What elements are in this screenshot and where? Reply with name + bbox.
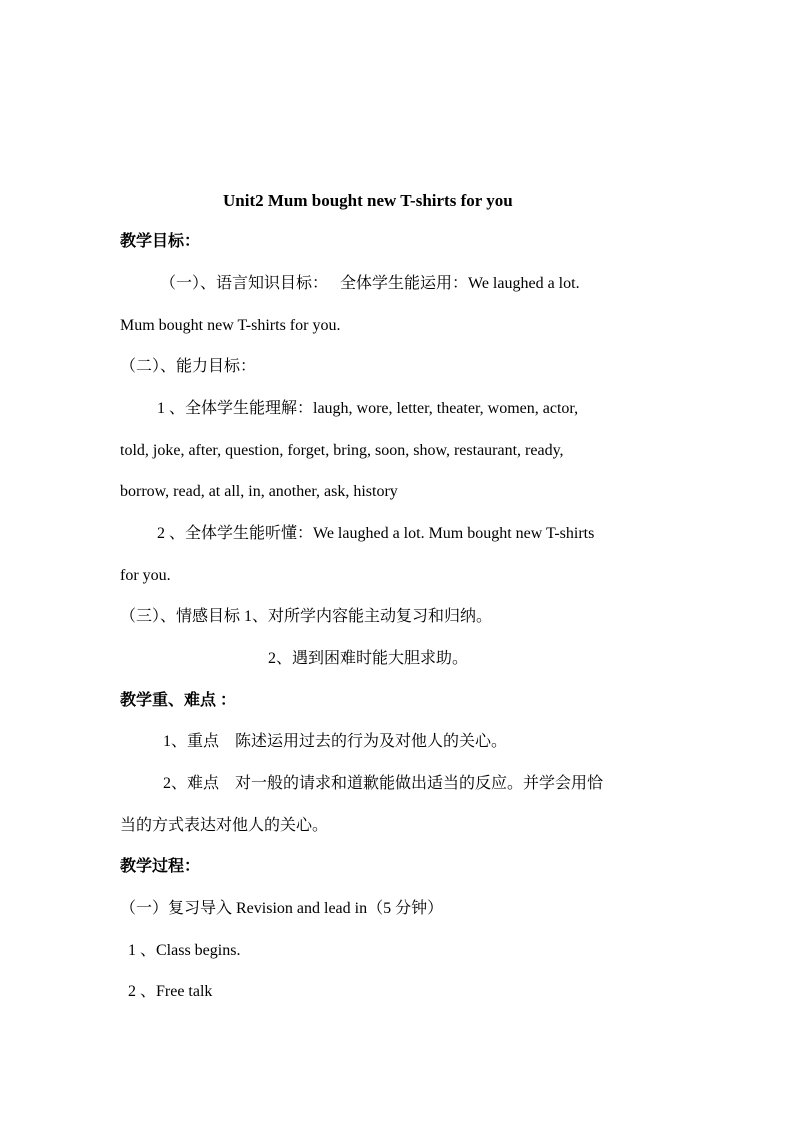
key-point-1: 1、重点 陈述运用过去的行为及对他人的关心。 (163, 733, 508, 750)
process-item-1: 1 、Class begins. (128, 942, 241, 959)
objective-1-line-2: Mum bought new T-shirts for you. (120, 317, 341, 334)
objectives-heading: 教学目标： (120, 233, 201, 250)
key-points-heading: 教学重、难点 ： (120, 692, 237, 709)
process-heading: 教学过程： (120, 858, 201, 875)
objective-2-item-1-line-2: told, joke, after, question, forget, bring, soon, show, restaurant, ready, (120, 442, 564, 459)
objective-2-item-1-line-1: 1 、全体学生能理解：laugh, wore, letter, theater, women, actor, (157, 400, 579, 417)
objective-1-line-1: （一）、语言知识目标： 全体学生能运用：We laughed a lot. (160, 275, 580, 292)
objective-2-heading: （二）、能力目标： (120, 358, 257, 375)
objective-3-line-1: （三）、情感目标 1、对所学内容能主动复习和归纳。 (120, 608, 493, 625)
objective-3-line-2: 2、遇到困难时能大胆求助。 (268, 650, 469, 667)
document-title: Unit2 Mum bought new T-shirts for you (223, 191, 513, 210)
key-point-2-line-2: 当的方式表达对他人的关心。 (120, 817, 329, 834)
key-point-2-line-1: 2、难点 对一般的请求和道歉能做出适当的反应。并学会用恰 (163, 775, 604, 792)
process-step-1: （一）复习导入 Revision and lead in（5 分钟） (120, 900, 444, 917)
process-item-2: 2 、Free talk (128, 983, 213, 1000)
objective-2-item-1-line-3: borrow, read, at all, in, another, ask, history (120, 483, 398, 500)
objective-2-item-2-line-2: for you. (120, 567, 171, 584)
objective-2-item-2-line-1: 2 、全体学生能听懂：We laughed a lot. Mum bought new T-shirts (157, 525, 595, 542)
